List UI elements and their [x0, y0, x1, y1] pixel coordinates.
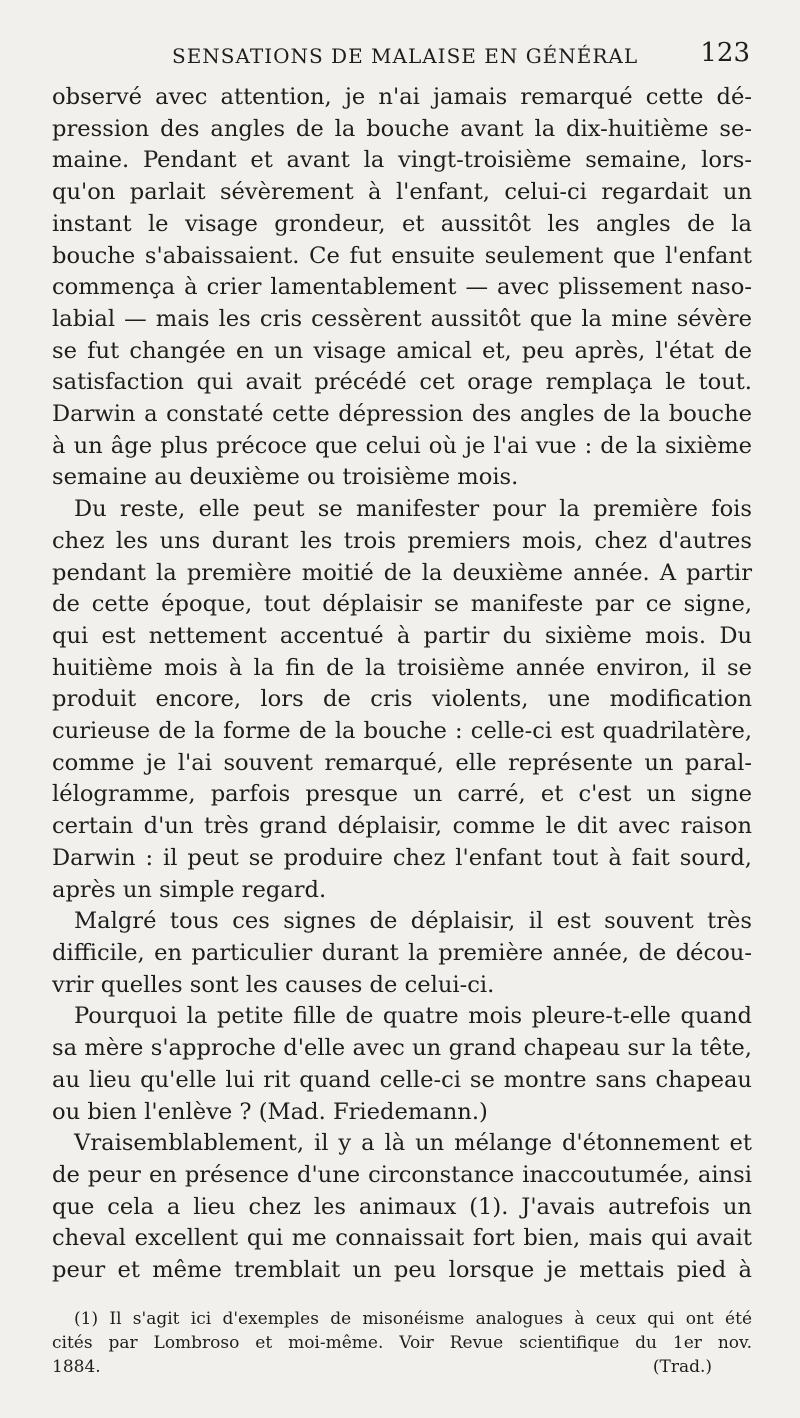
- text-line: après un simple regard.: [52, 876, 327, 903]
- text-line: comme je l'ai souvent remarqué, elle représente un paral-: [52, 749, 752, 776]
- footnote-line: [52, 1355, 752, 1379]
- text-line: lélogramme, parfois presque un carré, et c'est un signe: [52, 781, 752, 808]
- text-line: de peur en présence d'une circonstance inaccoutumée, ainsi: [52, 1161, 752, 1188]
- text-line: Darwin a constaté cette dépression des angles de la bouche: [52, 401, 752, 428]
- text-line: maine. Pendant et avant la vingt-troisième semaine, lors-: [52, 147, 752, 174]
- running-title: SENSATIONS DE MALAISE EN GÉNÉRAL: [172, 44, 639, 68]
- text-line: qui est nettement accentué à partir du sixième mois. Du: [52, 622, 752, 649]
- text-line: à un âge plus précoce que celui où je l'ai vue : de la sixième: [52, 432, 752, 459]
- text-line: commença à crier lamentablement — avec plissement naso-: [52, 274, 752, 301]
- text-line: peur et même tremblait un peu lorsque je mettais pied à: [52, 1257, 752, 1284]
- text-line: pression des angles de la bouche avant la dix-huitième se-: [52, 115, 752, 142]
- translator-note: (Trad.): [652, 1357, 712, 1377]
- text-line: vrir quelles sont les causes de celui-ci.: [52, 971, 495, 998]
- text-line: instant le visage grondeur, et aussitôt les angles de la: [52, 210, 752, 237]
- text-line: Darwin : il peut se produire chez l'enfant tout à fait sourd,: [52, 844, 752, 871]
- text-line: que cela a lieu chez les animaux (1). J'avais autrefois un: [52, 1193, 752, 1220]
- text-line: labial — mais les cris cessèrent aussitôt que la mine sévère: [52, 305, 752, 332]
- text-line: au lieu qu'elle lui rit quand celle-ci se montre sans chapeau: [52, 1066, 752, 1093]
- text-line: ou bien l'enlève ? (Mad. Friedemann.): [52, 1098, 488, 1125]
- text-line: satisfaction qui avait précédé cet orage remplaça le tout.: [52, 369, 752, 396]
- footnote-year: 1884.: [52, 1357, 101, 1377]
- text-line: se fut changée en un visage amical et, peu après, l'état de: [52, 337, 752, 364]
- footnote: [52, 1307, 752, 1379]
- text-line: Du reste, elle peut se manifester pour la première fois: [74, 496, 752, 523]
- text-line: Vraisemblablement, il y a là un mélange d'étonnement et: [74, 1130, 752, 1157]
- text-line: cheval excellent qui me connaissait fort bien, mais qui avait: [52, 1225, 752, 1252]
- paragraph-2: [52, 494, 752, 906]
- footnote-line: (1) Il s'agit ici d'exemples de misonéisme analogues à ceux qui ont été: [74, 1309, 752, 1329]
- text-line: qu'on parlait sévèrement à l'enfant, celui-ci regardait un: [52, 179, 752, 206]
- text-line: sa mère s'approche d'elle avec un grand chapeau sur la tête,: [52, 1035, 752, 1062]
- paragraph-1: [52, 82, 752, 494]
- page-header: [52, 38, 750, 74]
- text-line: chez les uns durant les trois premiers mois, chez d'autres: [52, 527, 752, 554]
- footnote-line: cités par Lombroso et moi-même. Voir Revue scientifique du 1er nov.: [52, 1333, 752, 1353]
- page-number: 123: [700, 38, 750, 68]
- text-line: Pourquoi la petite fille de quatre mois pleure-t-elle quand: [74, 1003, 752, 1030]
- paragraph-3: [52, 906, 752, 1001]
- text-line: huitième mois à la fin de la troisième année environ, il se: [52, 654, 752, 681]
- text-line: difficile, en particulier durant la première année, de décou-: [52, 939, 752, 966]
- text-line: observé avec attention, je n'ai jamais remarqué cette dé-: [52, 84, 752, 110]
- text-line: semaine au deuxième ou troisième mois.: [52, 464, 519, 491]
- text-line: bouche s'abaissaient. Ce fut ensuite seulement que l'enfant: [52, 242, 752, 269]
- text-line: certain d'un très grand déplaisir, comme le dit avec raison: [52, 813, 752, 840]
- text-line: de cette époque, tout déplaisir se manifeste par ce signe,: [52, 591, 752, 618]
- paragraph-4: [52, 1001, 752, 1128]
- text-line: curieuse de la forme de la bouche : celle-ci est quadrilatère,: [52, 718, 752, 745]
- text-line: Malgré tous ces signes de déplaisir, il est souvent très: [74, 908, 752, 935]
- body-text: [52, 82, 752, 1287]
- text-line: pendant la première moitié de la deuxième année. A partir: [52, 559, 752, 586]
- text-line: produit encore, lors de cris violents, une modification: [52, 686, 752, 713]
- paragraph-5: [52, 1128, 752, 1287]
